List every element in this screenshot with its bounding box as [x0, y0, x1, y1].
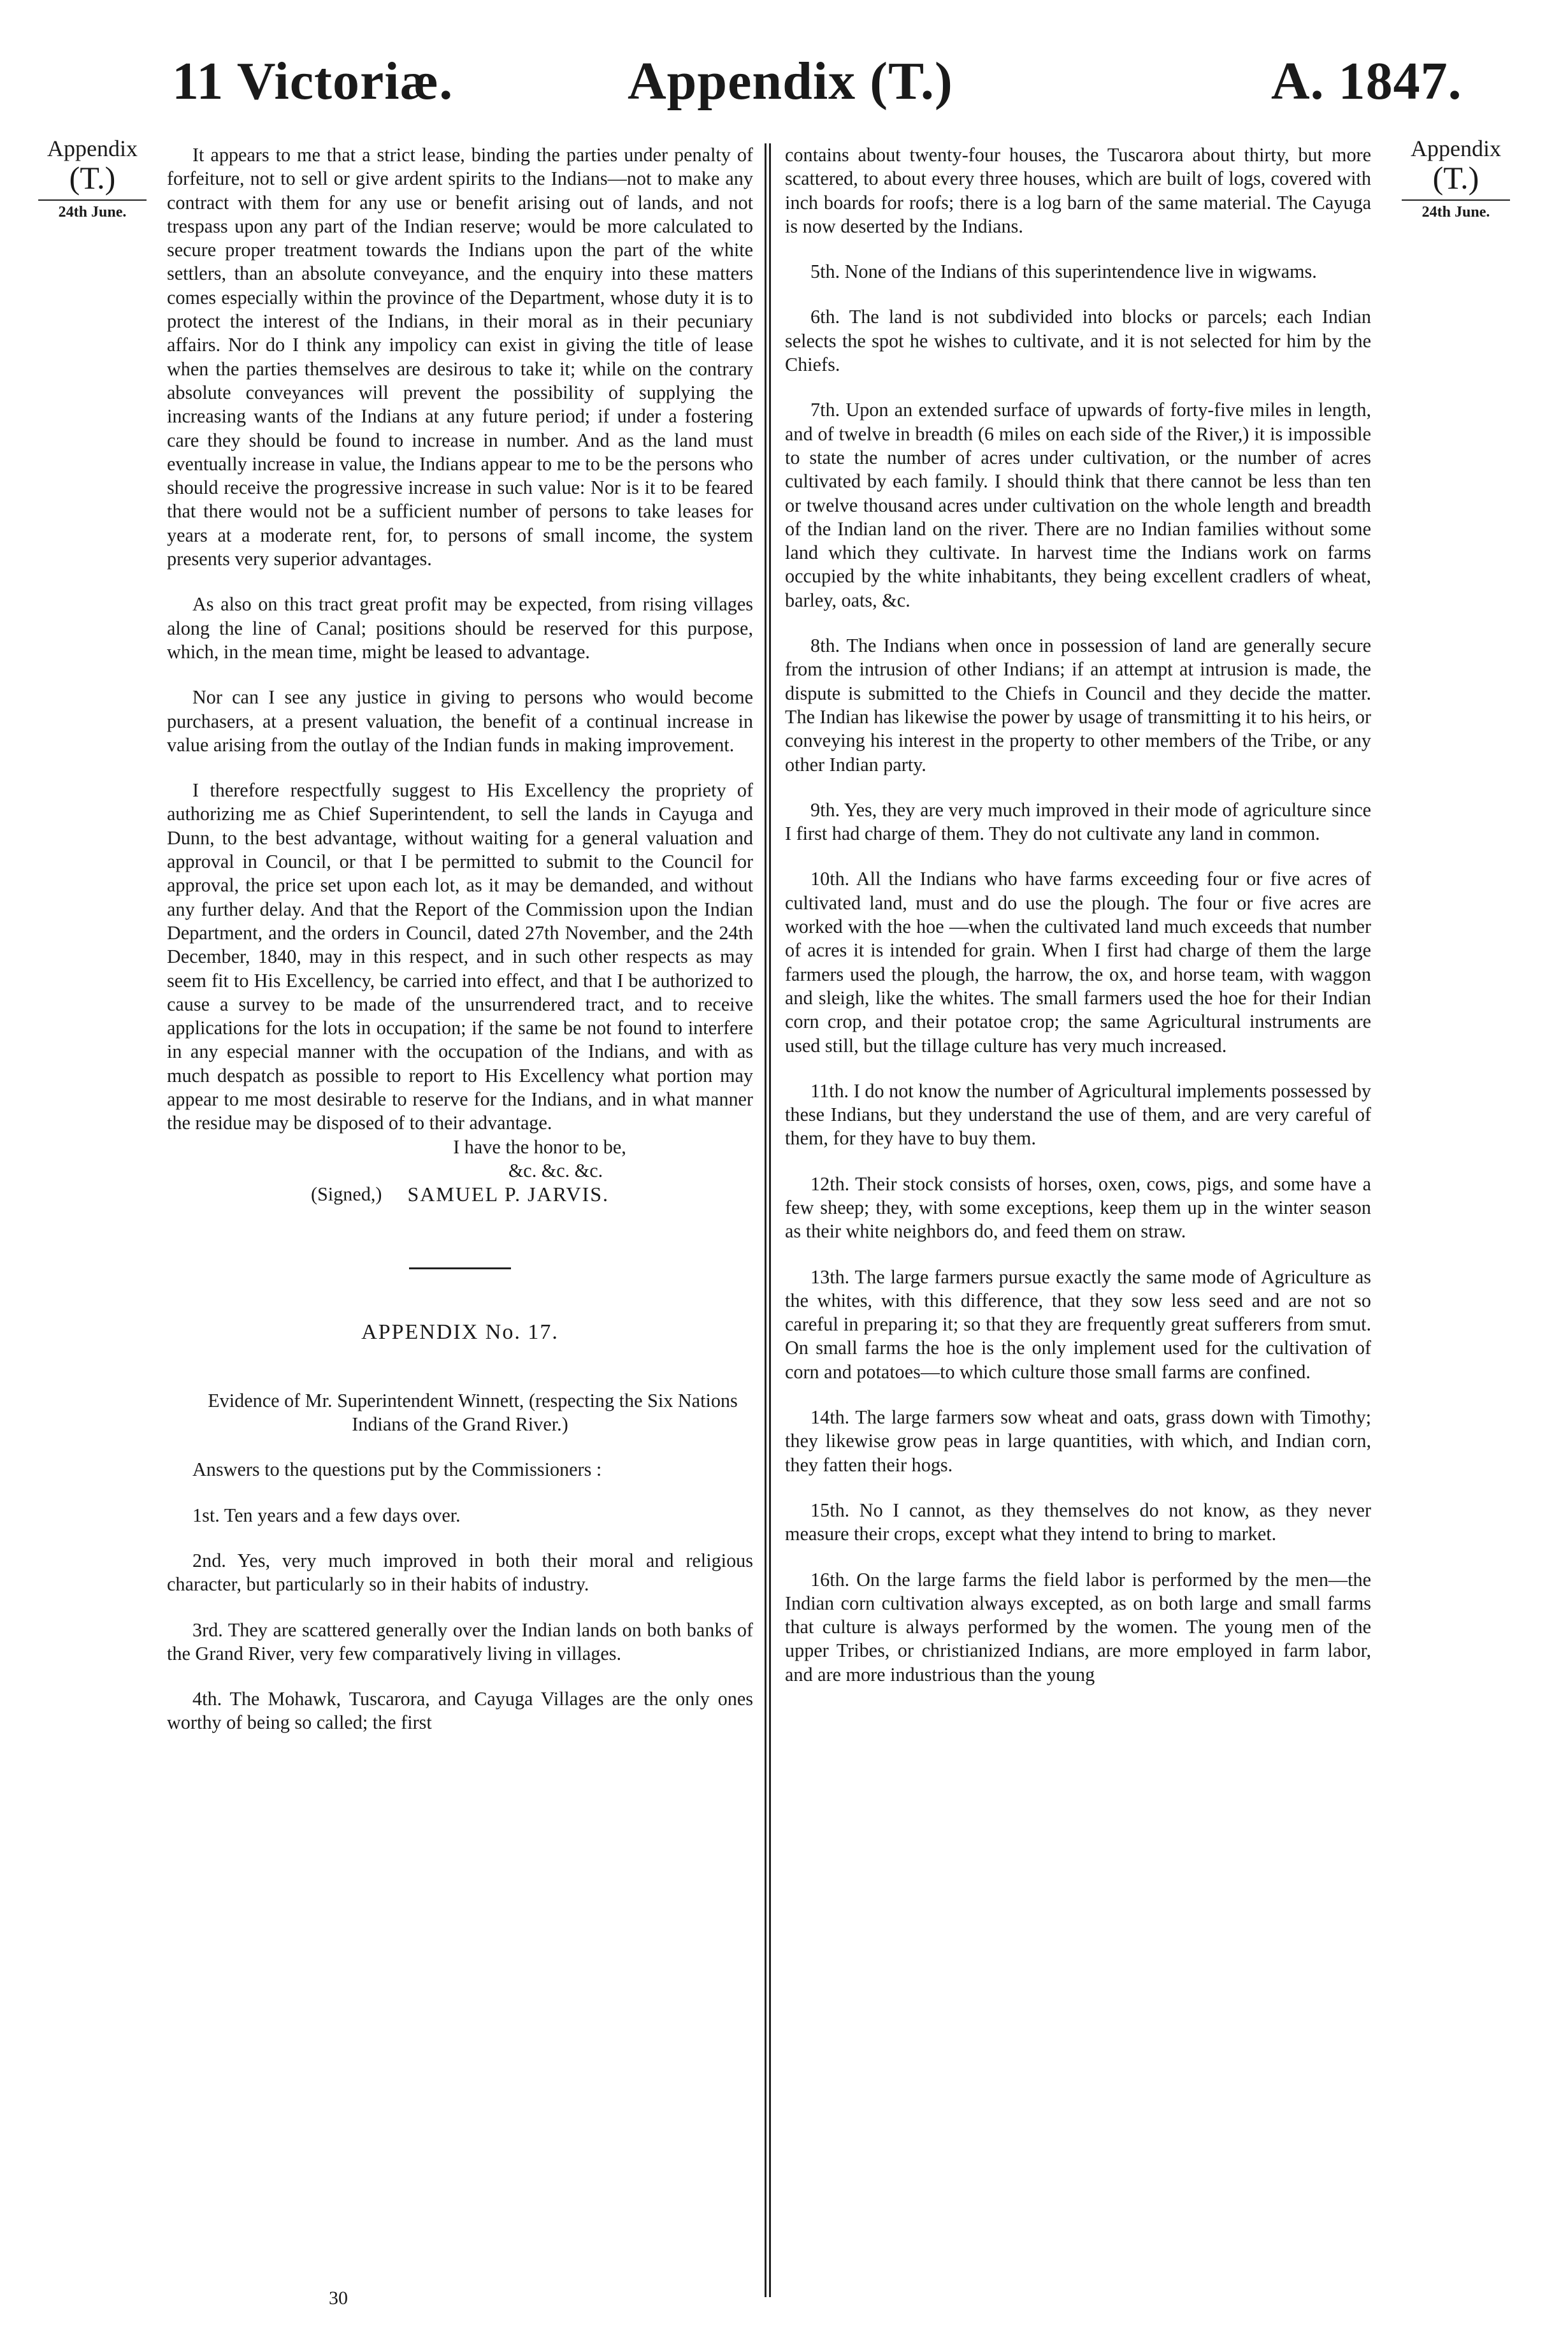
answer-4-continued: contains about twenty-four houses, the Tuscarora about thirty, but more scattered, to about every three houses, which are built of logs, covered with inch boards for roofs; there is a log barn of the same material. The Cayuga is now deserted by the Indians. [785, 144, 1371, 237]
closing-etc: &c. &c. &c. [508, 1159, 603, 1181]
answers-intro: Answers to the questions put by the Commissioners : [192, 1459, 602, 1481]
answer-8: 8th. The Indians when once in possession of land are generally secure from the intrusion of other Indians; if an attempt at intrusion is made, the dispute is submitted to the Chiefs in Council and they decide the matter. The Indian has likewise the power by usage of transmitting it to his heirs, or conveying his interest in the property to other members of the Tribe, or any other Indian party. [785, 635, 1371, 775]
column-divider [765, 143, 766, 2297]
column-divider [769, 143, 771, 2297]
answer-5: 5th. None of the Indians of this superintendence live in wigwams. [810, 261, 1317, 283]
answer-2: 2nd. Yes, very much improved in both their moral and religious character, but particularly so in their habits of industry. [167, 1549, 753, 1596]
header-year: A. 1847. [1271, 52, 1462, 111]
answer-14: 14th. The large farmers sow wheat and oats, grass down with Timothy; they likewise grow peas in large quantities, with which, and Indian corn, they fatten their hogs. [785, 1406, 1371, 1476]
running-header [0, 50, 1568, 120]
header-appendix: Appendix (T.) [628, 52, 953, 111]
answer-15: 15th. No I cannot, as they themselves do not know, as they never measure their crops, except what they intend to bring to market. [785, 1499, 1371, 1545]
paragraph-villages: As also on this tract great profit may be expected, from rising villages along the line of Canal; positions should be reserved for this purpose, which, in the mean time, might be leased to advantage. [167, 593, 753, 663]
paragraph-justice: Nor can I see any justice in giving to persons who would become purchasers, at a present valuation, the benefit of a continual increase in value arising from the outlay of the Indian funds in making improvement. [167, 686, 753, 756]
answer-16: 16th. On the large farms the field labor is performed by the men—the Indian corn cultivation always excepted, as on both large and small farms that culture is always performed by the women. The young men of the upper Tribes, or christianized Indians, are more employed in farm labor, and are more industrious than the young [785, 1568, 1371, 1685]
answer-3: 3rd. They are scattered generally over the Indian lands on both banks of the Grand River, very few comparatively living in villages. [167, 1619, 753, 1664]
closing-honor: I have the honor to be, [453, 1136, 626, 1158]
margin-date: 24th June. [1402, 199, 1510, 220]
signature-line [167, 1183, 753, 1206]
answer-13: 13th. The large farmers pursue exactly the same mode of Agriculture as the whites, with this difference, that they sow less seed and are not so careful in preparing it; so that they are frequently great sufferers from smut. On small farms the hoe is the only implement used for the cultivation of corn and potatoes—to which culture those small farms are confined. [785, 1265, 1371, 1383]
margin-date: 24th June. [38, 199, 147, 220]
answer-7: 7th. Upon an extended surface of upwards of forty-five miles in length, and of twelve in breadth (6 miles on each side of the River,) it is impossible to state the number of acres under cultivation, or the number of acres cultivated by each family. I should think that there cannot be less than ten or twelve thousand acres under cultivation on the whole length and breadth of the Indian land on the river. There are no Indian families without some land which they cultivate. In harvest time the Indians work on farms occupied by the white inhabitants, they being excellent cradlers of wheat, barley, oats, &c. [785, 399, 1371, 611]
answer-12: 12th. Their stock consists of horses, oxen, cows, pigs, and some have a few sheep; they, with some exceptions, keep them up in the winter season as their white neighbors do, and feed them on straw. [785, 1172, 1371, 1243]
answer-1: 1st. Ten years and a few days over. [192, 1504, 461, 1526]
evidence-heading: Evidence of Mr. Superintendent Winnett, (respecting the Six Nations Indians of the Grand River.) [208, 1389, 738, 1436]
margin-appendix-label: Appendix [1411, 136, 1501, 161]
answer-9: 9th. Yes, they are very much improved in their mode of agriculture since I first had charge of them. They do not cultivate any land in common. [785, 798, 1371, 845]
paragraph-suggestion: I therefore respectfully suggest to His Excellency the propriety of authorizing me as Chief Superintendent, to sell the lands in Cayuga and Dunn, to the best advantage, without waiting for a general valuation and approval in Council, or that I be permitted to submit to the Council for approval, the price set upon each lot, as it may be demanded, and without any further delay. And that the Report of the Commission upon the Indian Department, and the orders in Council, dated 27th November, and the 24th December, 1840, may in this respect, and in such other respects as may seem fit to His Excellency, be carried into effect, and that I be authorized to cause a survey to be made of the unsurrendered tract, and to receive applications for the lots in occupation; if the same be not found to interfere in any especial manner with the occupation of the Indians, and with as much despatch as possible to report to His Excellency what portion may appear to me most desirable to reserve for the Indians, and in what manner the residue may be disposed of to their advantage. [167, 779, 753, 1134]
signed-label: (Signed,) [310, 1183, 382, 1206]
right-column [785, 143, 1371, 1687]
right-margin-note [1402, 137, 1510, 220]
margin-appendix-letter: (T.) [69, 159, 116, 196]
answer-11: 11th. I do not know the number of Agricultural implements possessed by these Indians, but they understand the use of them, and are very careful of them, for they have to buy them. [785, 1079, 1371, 1150]
signer-name: SAMUEL P. JARVIS. [407, 1183, 610, 1206]
left-margin-note [38, 137, 147, 220]
section-divider [409, 1267, 511, 1269]
header-session: 11 Victoriæ. [172, 52, 454, 111]
answer-6: 6th. The land is not subdivided into blocks or parcels; each Indian selects the spot he wishes to cultivate, and it is not selected for him by the Chiefs. [785, 306, 1371, 376]
appendix-title: APPENDIX No. 17. [361, 1320, 559, 1345]
answer-10: 10th. All the Indians who have farms exceeding four or five acres of cultivated land, must and do use the plough. The four or five acres are worked with the hoe —when the cultivated land much exceeds that number of acres it is intended for grain. When I first had charge of them the large farmers used the plough, the harrow, the ox, and horse team, with waggon and sleigh, like the whites. The small farmers used the hoe for their Indian corn crop, and their potatoe crop; the same Agricultural instruments are used still, but the tillage culture has very much increased. [785, 868, 1371, 1056]
left-column [167, 143, 753, 1735]
margin-appendix-letter: (T.) [1432, 159, 1479, 196]
answer-4: 4th. The Mohawk, Tuscarora, and Cayuga Villages are the only ones worthy of being so called; the first [167, 1688, 753, 1734]
margin-appendix-label: Appendix [47, 136, 138, 161]
page-number: 30 [329, 2288, 348, 2309]
paragraph-lease: It appears to me that a strict lease, binding the parties under penalty of forfeiture, not to sell or give ardent spirits to the Indians—not to make any contract with them for any use or benefit arising out of lands, and not trespass upon any part of the Indian reserve; would be more calculated to secure proper treatment towards the Indians upon the part of the white settlers, than an absolute conveyance, and the enquiry into these matters comes especially within the province of the Department, whose duty it is to protect the interest of the Indians, in their moral as in their pecuniary affairs. Nor do I think any impolicy can exist in giving the title of lease when the parties themselves are desirous to take it; while on the contrary absolute conveyances will prevent the possibility of supplying the increasing wants of the Indians at any future period; if under a fostering care they should be found to increase in number. And as the land must eventually increase in value, the Indians appear to me to be the persons who should receive the progressive increase in such value: Nor is it to be feared that there would not be a sufficient number of persons to take leases for years at a moderate rent, for, to persons of small income, the system presents very superior advantages. [167, 144, 753, 570]
